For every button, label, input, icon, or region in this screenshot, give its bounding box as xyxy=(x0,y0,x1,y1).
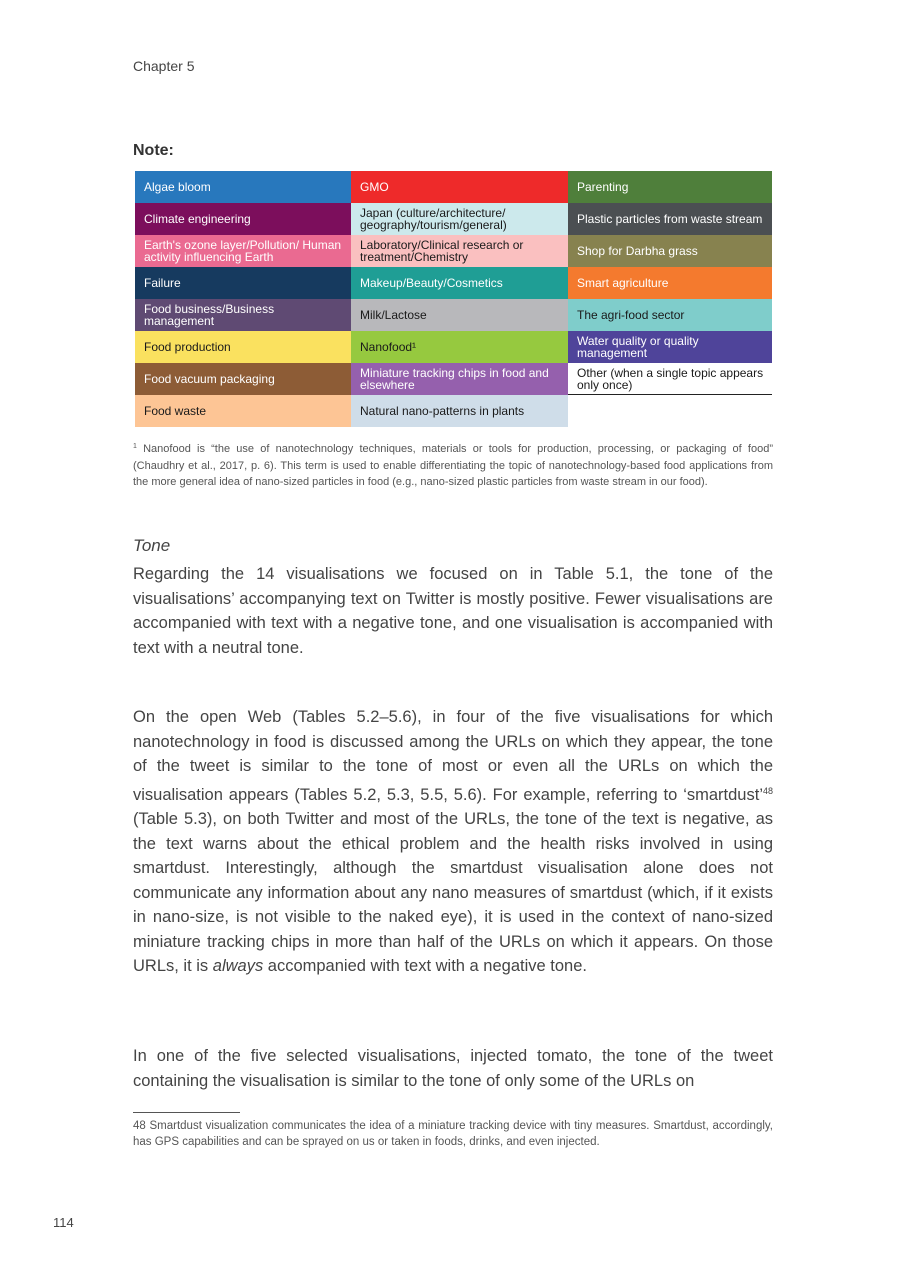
legend-item: Laboratory/Clinical research or treatment/Chemistry xyxy=(351,235,568,267)
legend-item: The agri-food sector xyxy=(568,299,772,331)
note-title: Note: xyxy=(133,142,174,159)
topic-color-legend xyxy=(135,171,772,427)
legend-item: Smart agriculture xyxy=(568,267,772,299)
footnote-ref-48: 48 xyxy=(762,785,773,796)
legend-item: Shop for Darbha grass xyxy=(568,235,772,267)
legend-item: Food business/Business management xyxy=(135,299,351,331)
page-number: 114 xyxy=(53,1215,74,1230)
legend-item: Japan (culture/architecture/ geography/tourism/general) xyxy=(351,203,568,235)
legend-item: Food production xyxy=(135,331,351,363)
legend-item: Water quality or quality management xyxy=(568,331,772,363)
table-footnote xyxy=(133,439,773,491)
legend-item: Other (when a single topic appears only once) xyxy=(568,363,772,395)
legend-item: Miniature tracking chips in food and elsewhere xyxy=(351,363,568,395)
legend-item: Parenting xyxy=(568,171,772,203)
paragraph-open-web-part-2: (Table 5.3), on both Twitter and most of the URLs, the tone of the text is negative, as the text warns about the ethical problem and the health risks involved in using smartdust. Interestingly, although the smartdust visualisation alone does not communicate any information about any nano measures of smartdust (which, if it exists in nano-size, is not visible to the naked eye), it is used in the context of nano-sized miniature tracking chips in more than half of the URLs on which it appears. On those URLs, it is xyxy=(133,810,773,975)
legend-item: Plastic particles from waste stream xyxy=(568,203,772,235)
footnote-divider xyxy=(133,1112,240,1113)
legend-item: Milk/Lactose xyxy=(351,299,568,331)
running-header: Chapter 5 xyxy=(133,58,195,74)
legend-item: Natural nano-patterns in plants xyxy=(351,395,568,427)
legend-item: Failure xyxy=(135,267,351,299)
emphasis-always: always xyxy=(212,957,264,975)
paragraph-twitter-tone: Regarding the 14 visualisations we focused on in Table 5.1, the tone of the visualisations’ accompanying text on Twitter is mostly positive. Fewer visualisations are accompanied with text with a negative tone, and one visualisation is accompanied with text with a neutral tone. xyxy=(133,565,773,657)
legend-item: Earth's ozone layer/Pollution/ Human activity influencing Earth xyxy=(135,235,351,267)
legend-item: Food waste xyxy=(135,395,351,427)
legend-item: Food vacuum packaging xyxy=(135,363,351,395)
legend-item: GMO xyxy=(351,171,568,203)
paragraph-injected-tomato: In one of the five selected visualisations, injected tomato, the tone of the tweet containing the visualisation is similar to the tone of only some of the URLs on xyxy=(133,1047,773,1090)
footnote-marker: 1 xyxy=(133,443,137,450)
page-footnote-48: 48 Smartdust visualization communicates the idea of a miniature tracking device with tiny measures. Smartdust, accordingly, has GPS capabilities and can be sprayed on us or taken in foods, drinks, and even injected. xyxy=(133,1120,773,1148)
legend-item: Algae bloom xyxy=(135,171,351,203)
footnote-text: Nanofood is “the use of nanotechnology techniques, materials or tools for production, processing, or packaging of food” (Chaudhry et al., 2017, p. 6). This term is used to enable differentiating the topic of nanotechnology-based food applications from the more general idea of nano-sized particles in food (e.g., nano-sized plastic particles from waste stream in our food). xyxy=(133,443,773,488)
legend-item: Makeup/Beauty/Cosmetics xyxy=(351,267,568,299)
legend-item: Nanofood¹ xyxy=(351,331,568,363)
section-title-tone: Tone xyxy=(133,536,171,555)
paragraph-open-web-part-3: accompanied with text with a negative tone. xyxy=(263,957,587,975)
paragraph-open-web-tone xyxy=(133,705,773,979)
legend-item: Climate engineering xyxy=(135,203,351,235)
paragraph-open-web-part-1: On the open Web (Tables 5.2–5.6), in four of the five visualisations for which nanotechnology in food is discussed among the URLs on which they appear, the tone of the tweet is similar to the tone of most or even all the URLs on which the visualisation appears (Tables 5.2, 5.3, 5.5, 5.6). For example, referring to ‘smartdust’ xyxy=(133,708,773,804)
